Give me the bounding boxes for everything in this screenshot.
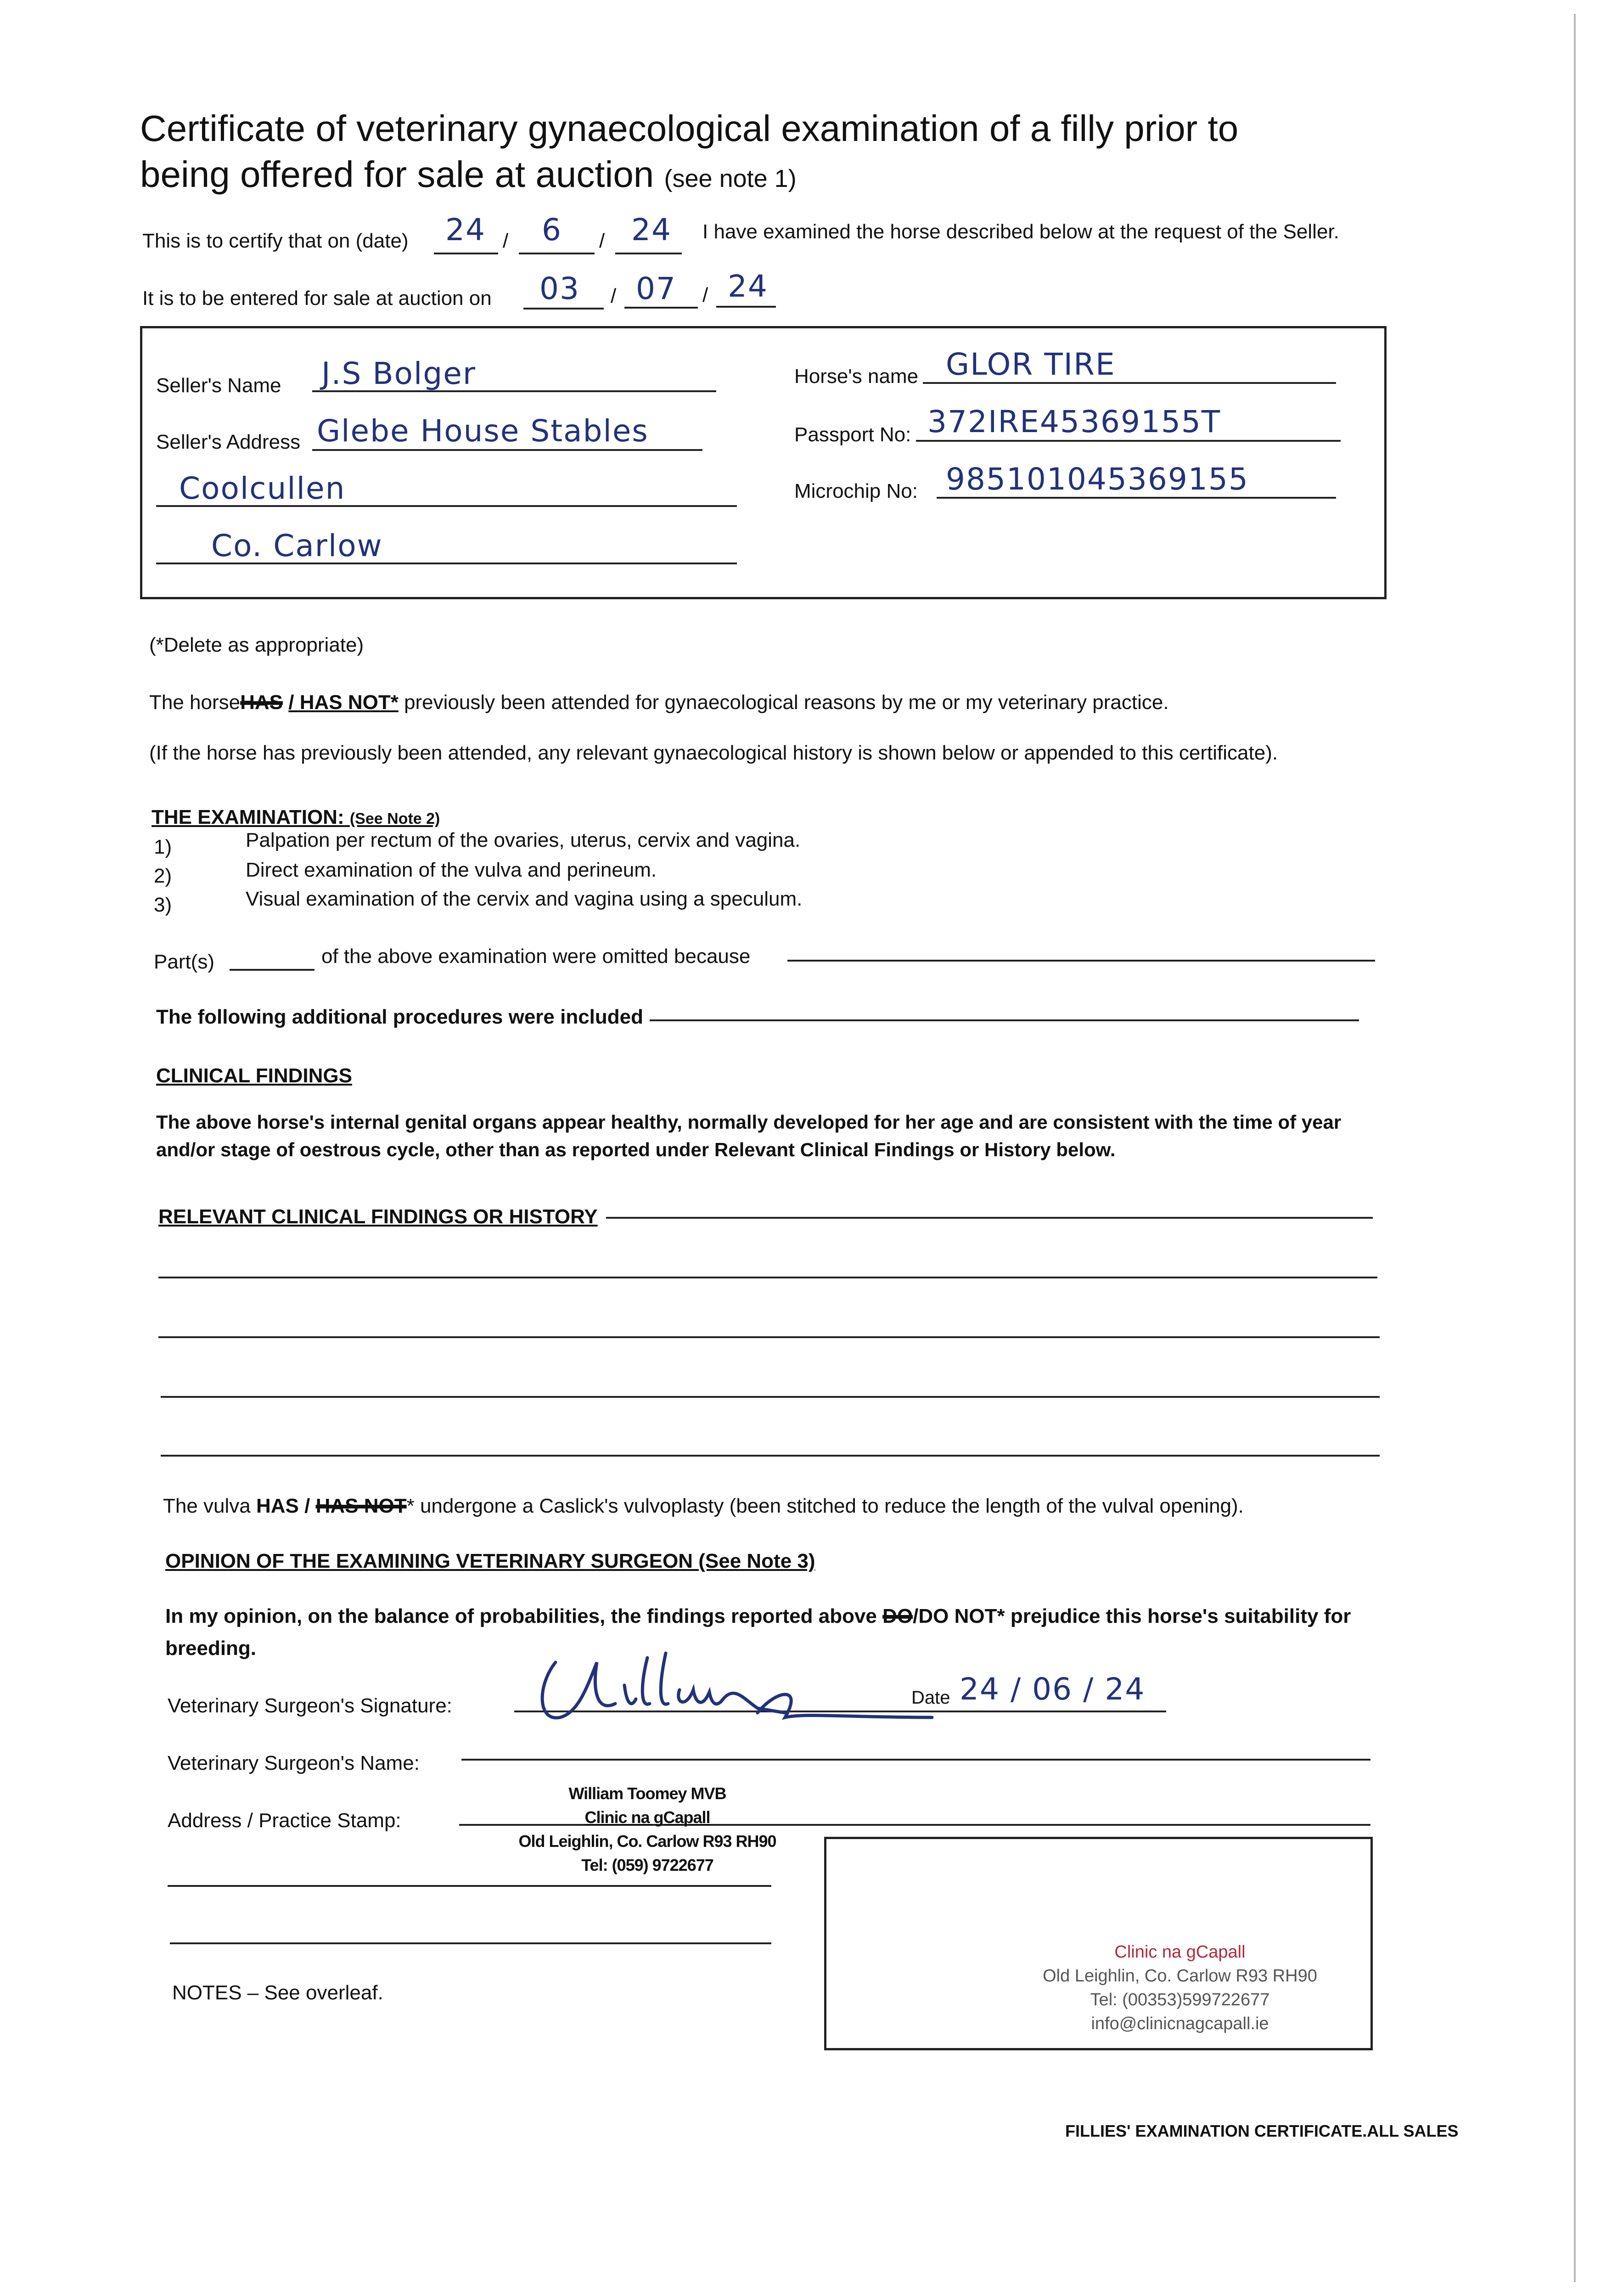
attended-has-struck: HAS xyxy=(240,691,283,714)
opinion-text2: breeding. xyxy=(165,1637,257,1660)
exam-item-num: 2) xyxy=(154,865,172,887)
exam-month: 6 xyxy=(542,212,562,248)
vet-name-label: Veterinary Surgeon's Name: xyxy=(168,1752,420,1774)
clinical-text2: and/or stage of oestrous cycle, other than as reported under Relevant Clinical Findings or History below. xyxy=(156,1139,1116,1160)
seller-name-value[interactable]: J.S Bolger xyxy=(321,356,476,391)
title-line2 xyxy=(140,152,797,202)
signature-graphic[interactable] xyxy=(528,1635,941,1740)
attended-has-not: / HAS NOT* xyxy=(288,691,399,714)
examination-heading-note: (See Note 2) xyxy=(349,810,440,827)
exam-item-text: Palpation per rectum of the ovaries, uterus, cervix and vagina. xyxy=(246,829,801,851)
clinic-stamp-line: Tel: (00353)599722677 xyxy=(1090,1990,1270,2009)
opinion-do-struck: DO xyxy=(882,1605,913,1627)
microchip-value[interactable]: 985101045369155 xyxy=(946,461,1249,497)
relevant-heading: RELEVANT CLINICAL FINDINGS OR HISTORY xyxy=(158,1205,598,1228)
opinion-heading: OPINION OF THE EXAMINING VETERINARY SURGEON (See Note 3) xyxy=(165,1550,815,1572)
certify-suffix: I have examined the horse described below at the request of the Seller. xyxy=(702,220,1339,243)
title-note: (see note 1) xyxy=(664,165,797,192)
clinic-stamp-line: Clinic na gCapall xyxy=(1114,1942,1246,1962)
exam-item-text: Direct examination of the vulva and perineum. xyxy=(246,859,657,881)
exam-day: 24 xyxy=(445,212,486,248)
passport-label: Passport No: xyxy=(794,423,911,446)
microchip-label: Microchip No: xyxy=(794,480,918,502)
parts-prefix: Part(s) xyxy=(154,951,214,973)
clinic-stamp-line: info@clinicnagcapall.ie xyxy=(1091,2014,1269,2033)
history-note: (If the horse has previously been attended, any relevant gynaecological history is shown below or appended to this certificate). xyxy=(149,742,1278,764)
footer-text: FILLIES' EXAMINATION CERTIFICATE.ALL SALES xyxy=(1065,2122,1459,2140)
additional-label: The following additional procedures were included xyxy=(156,1006,644,1028)
exam-item-num: 1) xyxy=(154,836,172,858)
signature-svg xyxy=(528,1635,941,1740)
attended-prefix: The horse xyxy=(149,691,241,714)
passport-value[interactable]: 372IRE45369155T xyxy=(927,404,1221,439)
parts-suffix: of the above examination were omitted because xyxy=(321,945,751,968)
date-value[interactable]: 24 / 06 / 24 xyxy=(960,1671,1146,1707)
auction-month: 07 xyxy=(636,271,676,306)
auction-year: 24 xyxy=(728,269,768,304)
clinic-stamp xyxy=(1001,1940,1359,2036)
clinical-heading: CLINICAL FINDINGS xyxy=(156,1064,352,1087)
opinion-text1-suffix: /DO NOT* prejudice this horse's suitability for xyxy=(913,1605,1351,1627)
vulva-has: HAS / xyxy=(256,1495,310,1517)
certify-prefix: This is to certify that on (date) xyxy=(142,230,409,252)
opinion-text1-prefix: In my opinion, on the balance of probabilities, the findings reported above xyxy=(165,1605,877,1627)
practice-stamp xyxy=(514,1782,781,1877)
horse-name-label: Horse's name xyxy=(794,365,919,388)
seller-address-label: Seller's Address xyxy=(156,431,301,453)
sep: / xyxy=(611,285,617,307)
examination-heading xyxy=(152,806,440,829)
address-stamp-label: Address / Practice Stamp: xyxy=(168,1809,401,1832)
delete-note: (*Delete as appropriate) xyxy=(149,634,364,656)
seller-address-line2[interactable]: Coolcullen xyxy=(179,471,346,506)
vulva-line xyxy=(163,1495,1244,1518)
sep: / xyxy=(503,230,509,252)
stamp-line: Clinic na gCapall xyxy=(584,1808,710,1827)
vulva-prefix: The vulva xyxy=(163,1495,251,1517)
exam-year: 24 xyxy=(631,212,672,248)
auction-day: 03 xyxy=(539,271,580,306)
stamp-line: Old Leighlin, Co. Carlow R93 RH90 xyxy=(518,1832,776,1851)
examination-heading-text: THE EXAMINATION: xyxy=(152,806,344,828)
notes-overleaf: NOTES – See overleaf. xyxy=(172,1981,383,2004)
vulva-suffix: * undergone a Caslick's vulvoplasty (been stitched to reduce the length of the vulval opening). xyxy=(406,1495,1244,1517)
clinical-text1: The above horse's internal genital organs appear healthy, normally developed for her age and are consistent with the time of year xyxy=(156,1111,1342,1133)
exam-item-text: Visual examination of the cervix and vagina using a speculum. xyxy=(246,888,803,910)
horse-name-value[interactable]: GLOR TIRE xyxy=(946,347,1116,382)
sep: / xyxy=(599,230,605,252)
signature-label: Veterinary Surgeon's Signature: xyxy=(168,1694,452,1717)
title-line1: Certificate of veterinary gynaecological examination of a filly prior to xyxy=(140,108,1239,149)
page-edge-line xyxy=(1574,14,1576,2282)
exam-item-num: 3) xyxy=(154,894,172,916)
opinion-text1 xyxy=(165,1605,1351,1628)
seller-name-label: Seller's Name xyxy=(156,374,281,397)
stamp-line: Tel: (059) 9722677 xyxy=(581,1856,713,1874)
seller-address-line3[interactable]: Co. Carlow xyxy=(211,528,383,563)
clinic-stamp-line: Old Leighlin, Co. Carlow R93 RH90 xyxy=(1043,1966,1317,1986)
date-label: Date xyxy=(911,1688,950,1708)
attended-suffix: previously been attended for gynaecological reasons by me or my veterinary practice. xyxy=(404,691,1169,714)
vulva-has-not-struck: HAS NOT xyxy=(315,1495,407,1517)
seller-address-line1[interactable]: Glebe House Stables xyxy=(317,413,649,449)
attended-line xyxy=(149,691,1169,714)
sep: / xyxy=(702,284,708,306)
title-text: being offered for sale at auction xyxy=(140,154,654,195)
stamp-line: William Toomey MVB xyxy=(568,1784,726,1803)
auction-prefix: It is to be entered for sale at auction on xyxy=(142,287,492,310)
